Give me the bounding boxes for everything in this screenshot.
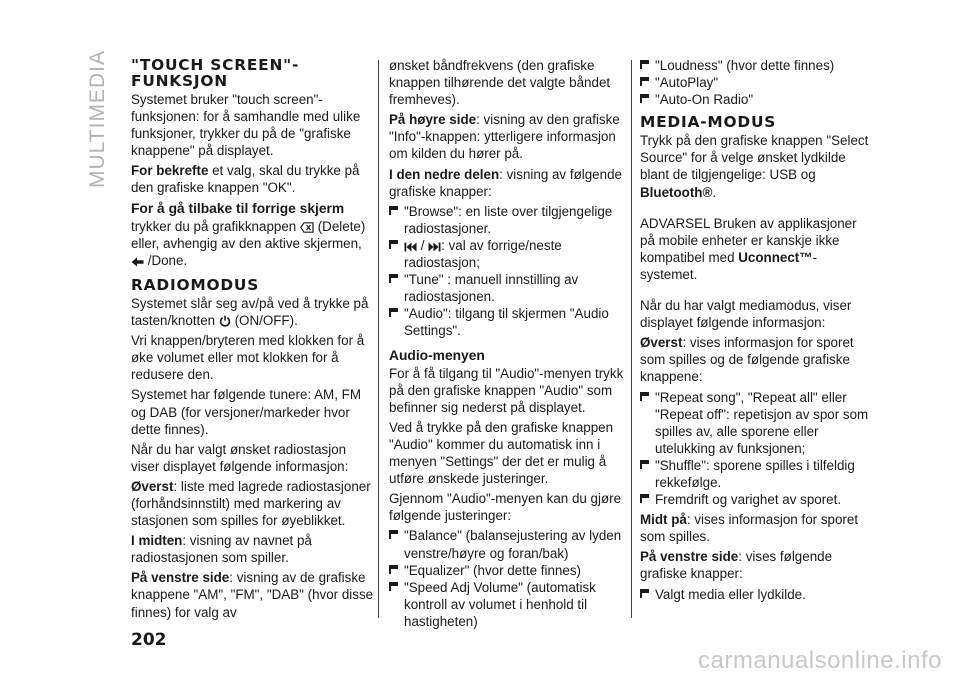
bullet-icon xyxy=(389,565,398,575)
side-label-text: MULTIMEDIA xyxy=(86,50,109,188)
list-item: "Browse": en liste over tilgjengelige radiostasjoner. xyxy=(389,203,626,237)
list-item: "Equalizer" (hvor dette finnes) xyxy=(389,562,626,579)
heading-audio-menu: Audio-menyen xyxy=(389,347,485,363)
paragraph: Ved å trykke på den grafiske knappen "Audio" kommer du automatisk inn i menyen "Settings" der det er mulig å utføre ønskede justeringer. xyxy=(389,419,614,487)
paragraph: På høyre side: visning av den grafiske "Info"-knappen: ytterligere informasjon om kilden du hører på. xyxy=(389,112,620,162)
bullet-icon xyxy=(640,460,649,470)
bullet-icon xyxy=(640,392,649,402)
paragraph: Vri knappen/bryteren med klokken for å øke volumet eller mot klokken for å redusere den. xyxy=(131,333,365,383)
bullet-icon xyxy=(389,582,398,592)
paragraph: Når du har valgt mediamodus, viser displayet følgende informasjon: xyxy=(640,298,852,331)
list-item: "Speed Adj Volume" (automatisk kontroll av volumet i henhold til hastigheten) xyxy=(389,579,626,630)
bullet-icon xyxy=(640,94,649,104)
column-1 xyxy=(131,57,374,624)
heading-radio-mode: RADIOMODUS xyxy=(131,275,260,294)
column-2 xyxy=(389,57,626,630)
paragraph: Systemet har følgende tunere: AM, FM og DAB (for versjoner/markeder hvor dette finnes). xyxy=(131,387,361,437)
paragraph: For bekrefte et valg, skal du trykke på den grafiske knappen "OK". xyxy=(131,163,360,196)
list-item: "Shuffle": sporene spilles i tilfeldig rekkefølge. xyxy=(640,457,872,491)
column-divider xyxy=(631,60,632,618)
bullet-icon xyxy=(389,308,398,318)
list-item: / : val av forrige/neste radiostasjon; xyxy=(389,237,626,271)
paragraph: Øverst: liste med lagrede radiostasjoner (forhåndsinnstilt) med markering av stasjonen som spilles for øyeblikket. xyxy=(131,478,371,529)
paragraph: trykker du på grafikknappen (Delete) eller, avhengig av den aktive skjermen, /Done. xyxy=(131,218,366,268)
list-item: "Auto-On Radio" xyxy=(640,91,872,108)
heading-touch-screen: "TOUCH SCREEN"-FUNKSJON xyxy=(131,56,300,90)
paragraph: Når du har valgt ønsket radiostasjon viser displayet følgende informasjon: xyxy=(131,441,349,474)
paragraph: ønsket båndfrekvens (den grafiske knappen tilhørende det valgte båndet fremheves). xyxy=(389,58,611,108)
list-item: "Repeat song", "Repeat all" eller "Repeat off": repetisjon av spor som spilles av, alle sporene eller utelukking av funksjonen; xyxy=(640,389,872,457)
section-side-label xyxy=(78,50,118,190)
paragraph: På venstre side: visning av de grafiske knappene "AM", "FM", "DAB" (hvor disse finnes) for valg av xyxy=(131,570,374,620)
warning-paragraph: ADVARSEL Bruken av applikasjoner på mobile enheter er kanskje ikke kompatibel med Uconnect™-systemet. xyxy=(640,215,857,282)
paragraph: Gjennom "Audio"-menyen kan du gjøre følgende justeringer: xyxy=(389,491,622,524)
list-item: Valgt media eller lydkilde. xyxy=(640,586,872,603)
power-icon xyxy=(219,315,231,327)
paragraph: I den nedre delen: visning av følgende grafiske knapper: xyxy=(389,166,622,199)
heading-media-mode: MEDIA-MODUS xyxy=(640,113,777,132)
bullet-icon xyxy=(640,494,649,504)
bullet-icon xyxy=(389,206,398,216)
paragraph: I midten: visning av navnet på radiostasjonen som spiller. xyxy=(131,533,312,566)
bullet-icon xyxy=(640,60,649,70)
previous-track-icon xyxy=(404,242,417,252)
delete-icon xyxy=(300,222,314,233)
paragraph: Systemet slår seg av/på ved å trykke på tasten/knotten (ON/OFF). xyxy=(131,295,369,329)
bullet-icon xyxy=(640,77,649,87)
list-item: "Loudness" (hvor dette finnes) xyxy=(640,57,872,74)
heading-back: For å gå tilbake til forrige skjerm xyxy=(131,200,345,216)
bullet-icon xyxy=(389,530,398,540)
bullet-icon xyxy=(389,274,398,284)
list-item: "Audio": tilgang til skjermen "Audio Settings". xyxy=(389,305,626,339)
paragraph: Trykk på den grafiske knappen "Select Source" for å velge ønsket lydkilde blant de tilgjengelige: USB og Bluetooth®. xyxy=(640,133,869,200)
watermark: carmanualsonline.info xyxy=(698,647,942,674)
paragraph: Systemet bruker "touch screen"-funksjonen: for å samhandle med ulike funksjoner, trykker du på de "grafiske knappene" på displayet. xyxy=(131,92,361,159)
page-number: 202 xyxy=(131,630,167,650)
list-item: "Tune" : manuell innstilling av radiostasjonen. xyxy=(389,271,626,305)
list-item: Fremdrift og varighet av sporet. xyxy=(640,491,872,508)
bullet-icon xyxy=(640,589,649,599)
paragraph: På venstre side: vises følgende grafiske knapper: xyxy=(640,549,833,582)
column-divider xyxy=(378,60,379,618)
back-arrow-icon xyxy=(131,257,144,267)
list-item: "AutoPlay" xyxy=(640,74,872,91)
bullet-icon xyxy=(389,240,398,250)
list-item: "Balance" (balansejustering av lyden venstre/høyre og foran/bak) xyxy=(389,527,626,561)
next-track-icon xyxy=(428,242,441,252)
paragraph: For å få tilgang til "Audio"-menyen trykk på den grafiske knappen "Audio" som befinner sig nederst på displayet. xyxy=(389,365,624,415)
paragraph: Øverst: vises informasjon for sporet som spilles og de følgende grafiske knappene: xyxy=(640,335,854,385)
paragraph: Midt på: vises informasjon for sporet som spilles. xyxy=(640,512,859,545)
column-3 xyxy=(640,57,872,603)
